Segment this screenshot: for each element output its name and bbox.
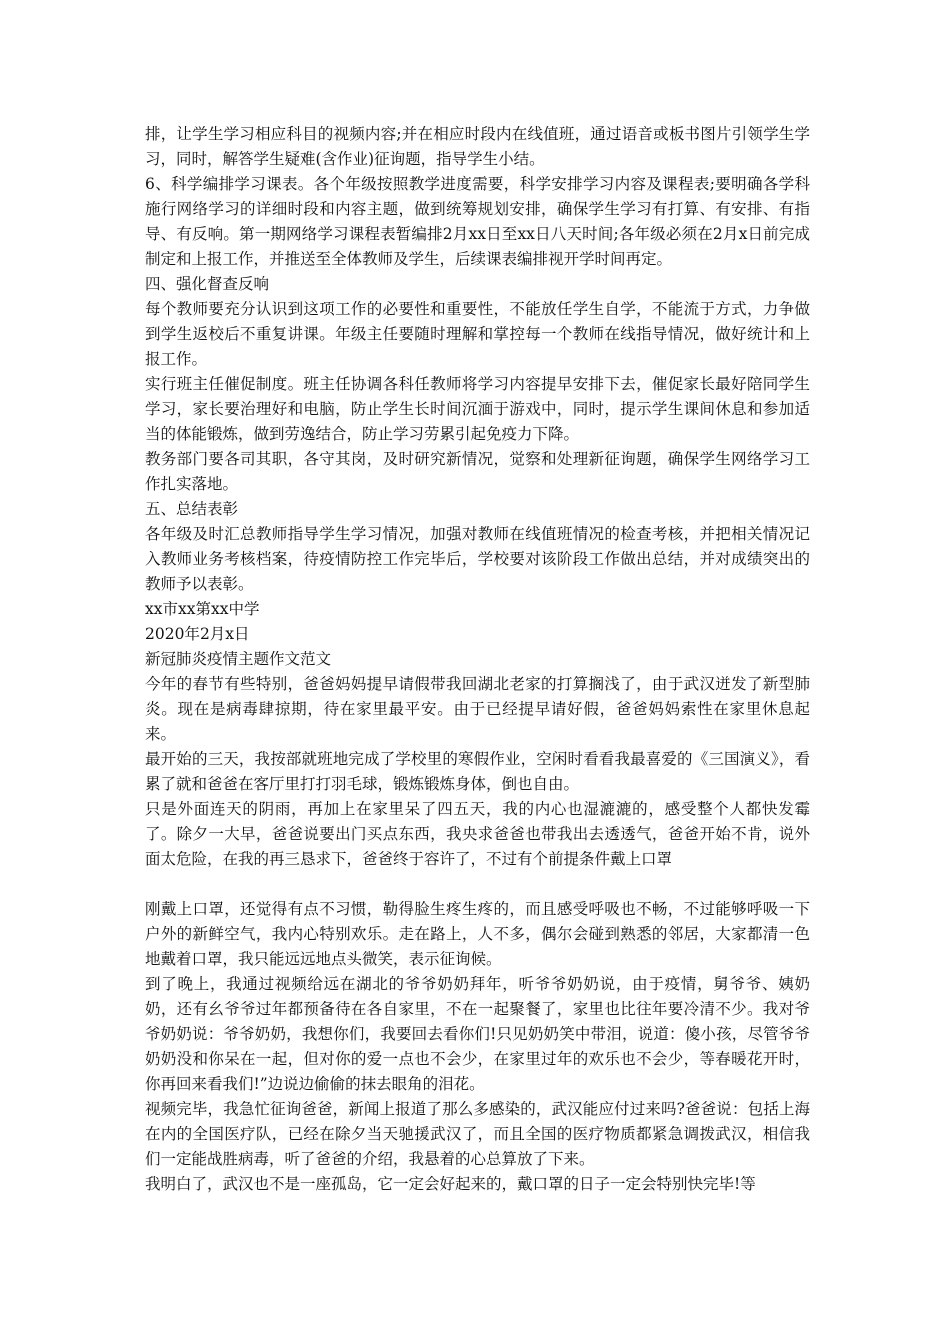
paragraph: 刚戴上口罩，还觉得有点不习惯，勒得脸生疼生疼的，而且感受呼吸也不畅，不过能够呼吸一下户外的新鲜空气，我内心特别欢乐。走在路上，人不多，偶尔会碰到熟悉的邻居，大家都清一色地戴着口罩，我只能远远地点头微笑，表示征询候。: [145, 900, 810, 968]
paragraph: 排，让学生学习相应科目的视频内容;并在相应时段内在线值班，通过语音或板书图片引领学生学习，同时，解答学生疑难(含作业)征询题，指导学生小结。: [145, 125, 810, 168]
document-page: [145, 122, 810, 1197]
paragraph: 今年的春节有些特别，爸爸妈妈提早请假带我回湖北老家的打算搁浅了，由于武汉迸发了新型肺炎。现在是病毒肆掠期，待在家里最平安。由于已经提早请好假，爸爸妈妈索性在家里休息起来。: [145, 675, 810, 743]
paragraph: 实行班主任催促制度。班主任协调各科任教师将学习内容提早安排下去，催促家长最好陪同学生学习，家长要治理好和电脑，防止学生长时间沉湎于游戏中，同时，提示学生课间休息和参加适当的体能锻炼，做到劳逸结合，防止学习劳累引起免疫力下降。: [145, 375, 810, 443]
paragraph: 2020年2月x日: [145, 625, 250, 643]
paragraph: 教务部门要各司其职，各守其岗，及时研究新情况，觉察和处理新征询题，确保学生网络学习工作扎实落地。: [145, 450, 810, 493]
paragraph: 6、科学编排学习课表。各个年级按照教学进度需要，科学安排学习内容及课程表;要明确各学科施行网络学习的详细时段和内容主题，做到统筹规划安排，确保学生学习有打算、有安排、有指导、有反响。第一期网络学习课程表暂编排2月xx日至xx日八天时间;各年级必须在2月x日前完成制定和上报工作，并推送至全体教师及学生，后续课表编排视开学时间再定。: [145, 175, 810, 268]
paragraph: 只是外面连天的阴雨，再加上在家里呆了四五天，我的内心也湿漉漉的，感受整个人都快发霉了。除夕一大早，爸爸说要出门买点东西，我央求爸爸也带我出去透透气，爸爸开始不肯，说外面太危险，在我的再三恳求下，爸爸终于容许了，不过有个前提条件戴上口罩: [145, 800, 810, 868]
paragraph: 视频完毕，我急忙征询爸爸，新闻上报道了那么多感染的，武汉能应付过来吗?爸爸说：包括上海在内的全国医疗队，已经在除夕当天驰援武汉了，而且全国的医疗物质都紧急调拨武汉，相信我们一定能战胜病毒，听了爸爸的介绍，我悬着的心总算放了下来。: [145, 1100, 810, 1168]
paragraph: xx市xx第xx中学: [145, 600, 260, 618]
paragraph: 每个教师要充分认识到这项工作的必要性和重要性，不能放任学生自学，不能流于方式，力争做到学生返校后不重复讲课。年级主任要随时理解和掌控每一个教师在线指导情况，做好统计和上报工作。: [145, 300, 810, 368]
paragraph: 五、总结表彰: [145, 500, 239, 518]
paragraph: 到了晚上，我通过视频给远在湖北的爷爷奶奶拜年，听爷爷奶奶说，由于疫情，舅爷爷、姨奶奶，还有幺爷爷过年都预备待在各自家里，不在一起聚餐了，家里也比往年要冷清不少。我对爷爷奶奶说：爷爷奶奶，我想你们，我要回去看你们!只见奶奶笑中带泪，说道：傻小孩，尽管爷爷奶奶没和你呆在一起，但对你的爱一点也不会少，在家里过年的欢乐也不会少，等春暖花开时，你再回来看我们!”边说边偷偷的抹去眼角的泪花。: [145, 975, 810, 1093]
paragraph: 最开始的三天，我按部就班地完成了学校里的寒假作业，空闲时看看我最喜爱的《三国演义》，看累了就和爸爸在客厅里打打羽毛球，锻炼锻炼身体，倒也自由。: [145, 750, 810, 793]
blank-line: [145, 872, 810, 897]
paragraph: 各年级及时汇总教师指导学生学习情况，加强对教师在线值班情况的检查考核，并把相关情况记入教师业务考核档案，待疫情防控工作完毕后，学校要对该阶段工作做出总结，并对成绩突出的教师予以表彰。: [145, 525, 810, 593]
paragraph: 我明白了，武汉也不是一座孤岛，它一定会好起来的，戴口罩的日子一定会特别快完毕!等: [145, 1175, 756, 1193]
paragraph: 新冠肺炎疫情主题作文范文: [145, 650, 332, 668]
paragraph: 四、强化督查反响: [145, 275, 270, 293]
